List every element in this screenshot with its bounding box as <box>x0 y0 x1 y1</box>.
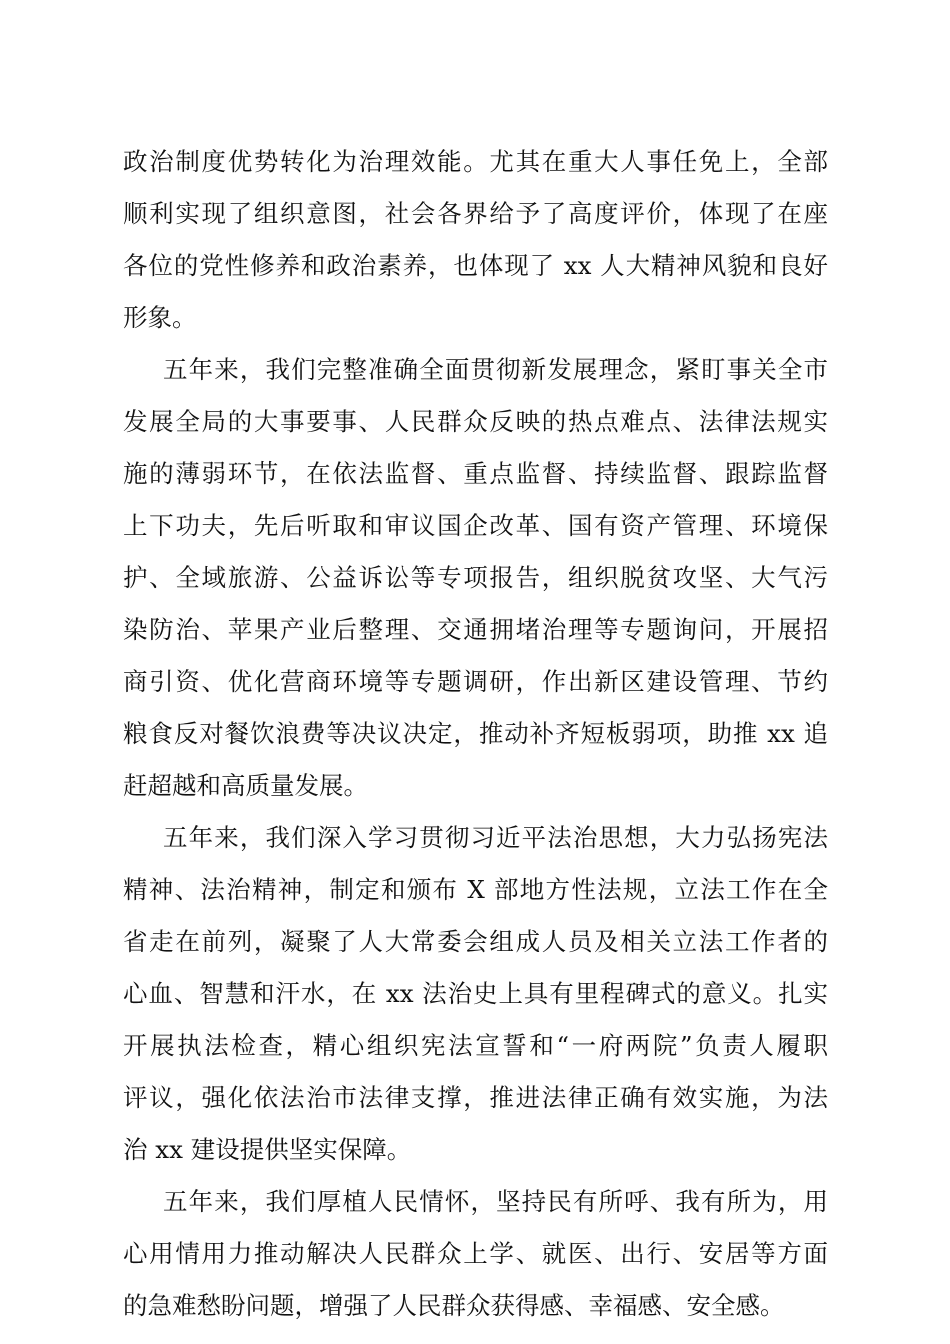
text-line: 省走在前列，凝聚了人大常委会组成人员及相关立法工作者的 <box>123 927 828 956</box>
text-line: 上下功夫，先后听取和审议国企改革、国有资产管理、环境保 <box>123 511 828 540</box>
text-line: 政治制度优势转化为治理效能。尤其在重大人事任免上，全部 <box>123 147 828 176</box>
text-line: 商引资、优化营商环境等专题调研，作出新区建设管理、节约 <box>123 667 828 696</box>
paragraph-first-line: 五年来，我们厚植人民情怀，坚持民有所呼、我有所为，用 <box>163 1187 828 1216</box>
text-line: 施的薄弱环节，在依法监督、重点监督、持续监督、跟踪监督 <box>123 459 828 488</box>
text-line: 染防治、苹果产业后整理、交通拥堵治理等专题询问，开展招 <box>123 615 828 644</box>
text-line: 精神、法治精神，制定和颁布 X 部地方性法规，立法工作在全 <box>123 875 828 904</box>
paragraph-first-line: 五年来，我们深入学习贯彻习近平法治思想，大力弘扬宪法 <box>163 823 828 852</box>
text-line: 形象。 <box>123 303 197 332</box>
text-line: 心用情用力推动解决人民群众上学、就医、出行、安居等方面 <box>123 1239 828 1268</box>
text-line: 开展执法检查，精心组织宪法宣誓和“一府两院”负责人履职 <box>123 1031 828 1060</box>
text-line: 评议，强化依法治市法律支撑，推进法律正确有效实施，为法 <box>123 1083 828 1112</box>
text-line: 心血、智慧和汗水，在 xx 法治史上具有里程碑式的意义。扎实 <box>123 979 828 1008</box>
text-line: 顺利实现了组织意图，社会各界给予了高度评价，体现了在座 <box>123 199 828 228</box>
text-line: 的急难愁盼问题，增强了人民群众获得感、幸福感、安全感。 <box>123 1291 785 1320</box>
text-line: 赶超越和高质量发展。 <box>123 771 368 800</box>
text-line: 粮食反对餐饮浪费等决议决定，推动补齐短板弱项，助推 xx 追 <box>123 719 828 748</box>
paragraph-first-line: 五年来，我们完整准确全面贯彻新发展理念，紧盯事关全市 <box>163 355 828 384</box>
text-line: 各位的党性修养和政治素养，也体现了 xx 人大精神风貌和良好 <box>123 251 828 280</box>
text-line: 治 xx 建设提供坚实保障。 <box>123 1135 412 1164</box>
text-line: 护、全域旅游、公益诉讼等专项报告，组织脱贫攻坚、大气污 <box>123 563 828 592</box>
text-line: 发展全局的大事要事、人民群众反映的热点难点、法律法规实 <box>123 407 828 436</box>
